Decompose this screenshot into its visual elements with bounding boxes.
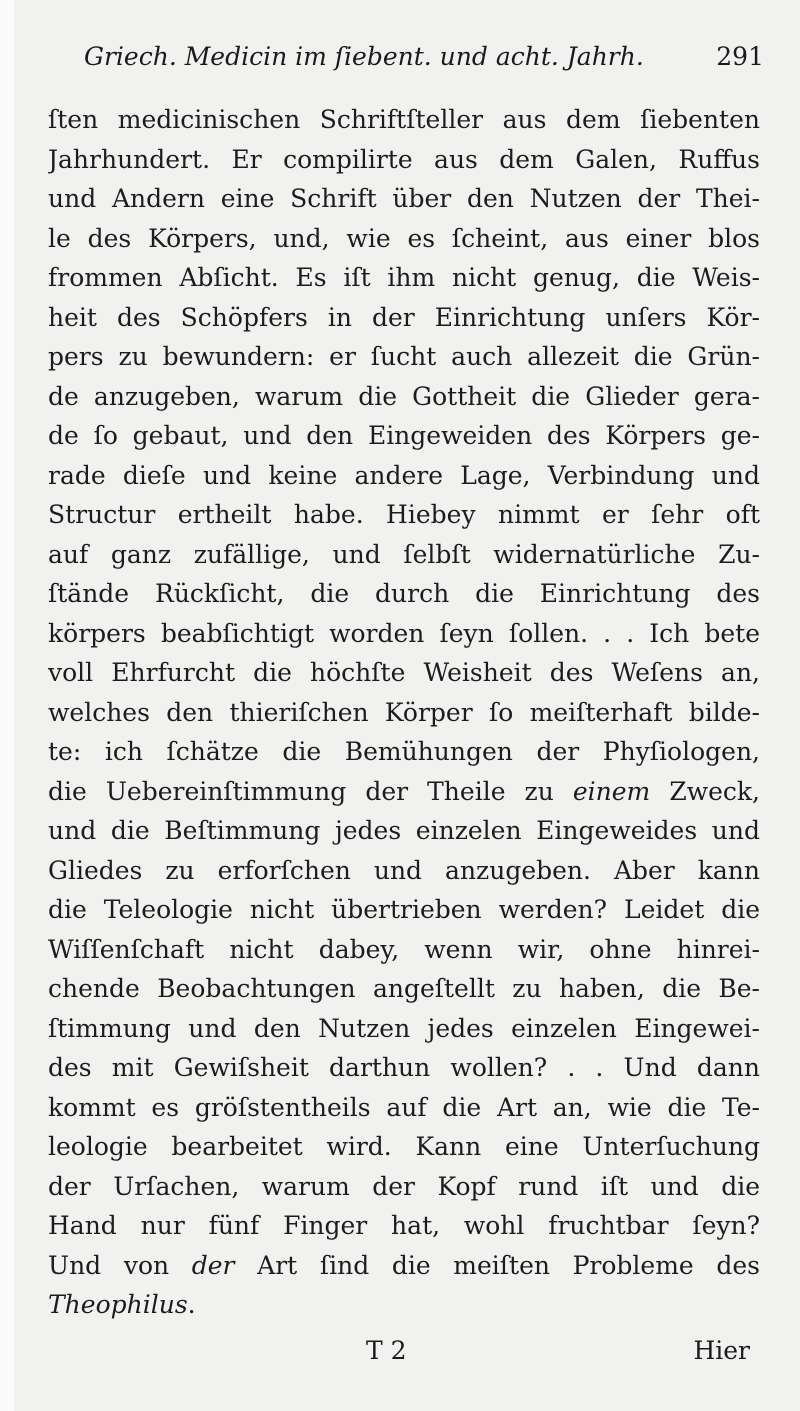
text-line: welches den thieriſchen Körper ſo meiſterhaft bilde- xyxy=(48,697,760,727)
text-line: le des Körpers, und, wie es ſcheint, aus einer blos xyxy=(48,223,760,253)
text-line: heit des Schöpfers in der Einrichtung unſers Kör- xyxy=(48,302,760,332)
text-line: Gliedes zu erforſchen und anzugeben. Aber kann xyxy=(48,855,760,885)
page-number: 291 xyxy=(716,42,764,71)
text-line: te: ich ſchätze die Bemühungen der Phyſiologen, xyxy=(48,737,760,766)
text-line: kommt es gröſstentheils auf die Art an, wie die Te- xyxy=(48,1092,760,1122)
text-line: körpers beabſichtigt worden ſeyn ſollen. . . Ich bete xyxy=(48,618,760,648)
text-line: des mit Gewiſsheit darthun wollen? . . Und dann xyxy=(48,1053,760,1082)
page-header xyxy=(84,42,764,82)
text-line: Und von der Art ſind die meiſten Probleme des xyxy=(48,1250,760,1280)
text-line: ſtimmung und den Nutzen jedes einzelen Eingewei- xyxy=(48,1013,760,1043)
text-line: der Urſachen, warum der Kopf rund iſt und die xyxy=(48,1171,760,1201)
text-line: Wiſſenſchaft nicht dabey, wenn wir, ohne hinrei- xyxy=(48,934,760,964)
text-line: Hand nur fünf Finger hat, wohl fruchtbar ſeyn? xyxy=(48,1211,760,1240)
text-line: die Teleologie nicht übertrieben werden? Leidet die xyxy=(48,895,760,924)
text-line: ſtände Rückſicht, die durch die Einrichtung des xyxy=(48,579,760,608)
text-line: auf ganz zufällige, und ſelbſt widernatürliche Zu- xyxy=(48,539,760,569)
body-text xyxy=(48,100,760,1325)
text-line: pers zu bewundern: er ſucht auch allezeit die Grün- xyxy=(48,342,760,371)
text-line: Theophilus. xyxy=(48,1290,196,1319)
text-line: und Andern eine Schrift über den Nutzen der Thei- xyxy=(48,184,760,213)
text-line: frommen Abſicht. Es iſt ihm nicht genug, die Weis- xyxy=(48,263,760,292)
text-line: leologie bearbeitet wird. Kann eine Unterſuchung xyxy=(48,1132,760,1161)
text-line: de anzugeben, warum die Gottheit die Glieder gera- xyxy=(48,381,760,411)
text-line: de ſo gebaut, und den Eingeweiden des Körpers ge- xyxy=(48,421,760,450)
text-line: chende Beobachtungen angeſtellt zu haben, die Be- xyxy=(48,974,760,1003)
italic-emphasis: Theophilus xyxy=(48,1290,188,1319)
signature-mark: T 2 xyxy=(366,1336,407,1365)
running-head: Griech. Medicin im ſiebent. und acht. Jahrh. xyxy=(84,42,644,71)
text-line: rade dieſe und keine andere Lage, Verbindung und xyxy=(48,460,760,490)
page-edge xyxy=(0,0,14,1411)
catchword: Hier xyxy=(693,1336,750,1365)
italic-emphasis: der xyxy=(191,1250,235,1280)
page-footer xyxy=(48,1336,760,1376)
text-line: Jahrhundert. Er compilirte aus dem Galen, Ruffus xyxy=(48,144,760,174)
text-line: ſten medicinischen Schriftſteller aus dem ſiebenten xyxy=(48,105,760,134)
text-line: und die Beſtimmung jedes einzelen Eingeweides und xyxy=(48,816,760,845)
italic-emphasis: einem xyxy=(572,776,651,806)
text-line: voll Ehrfurcht die höchſte Weisheit des Weſens an, xyxy=(48,658,760,687)
text-line: die Uebereinſtimmung der Theile zu einem Zweck, xyxy=(48,776,760,806)
text-line: Structur ertheilt habe. Hiebey nimmt er ſehr oft xyxy=(48,500,760,529)
